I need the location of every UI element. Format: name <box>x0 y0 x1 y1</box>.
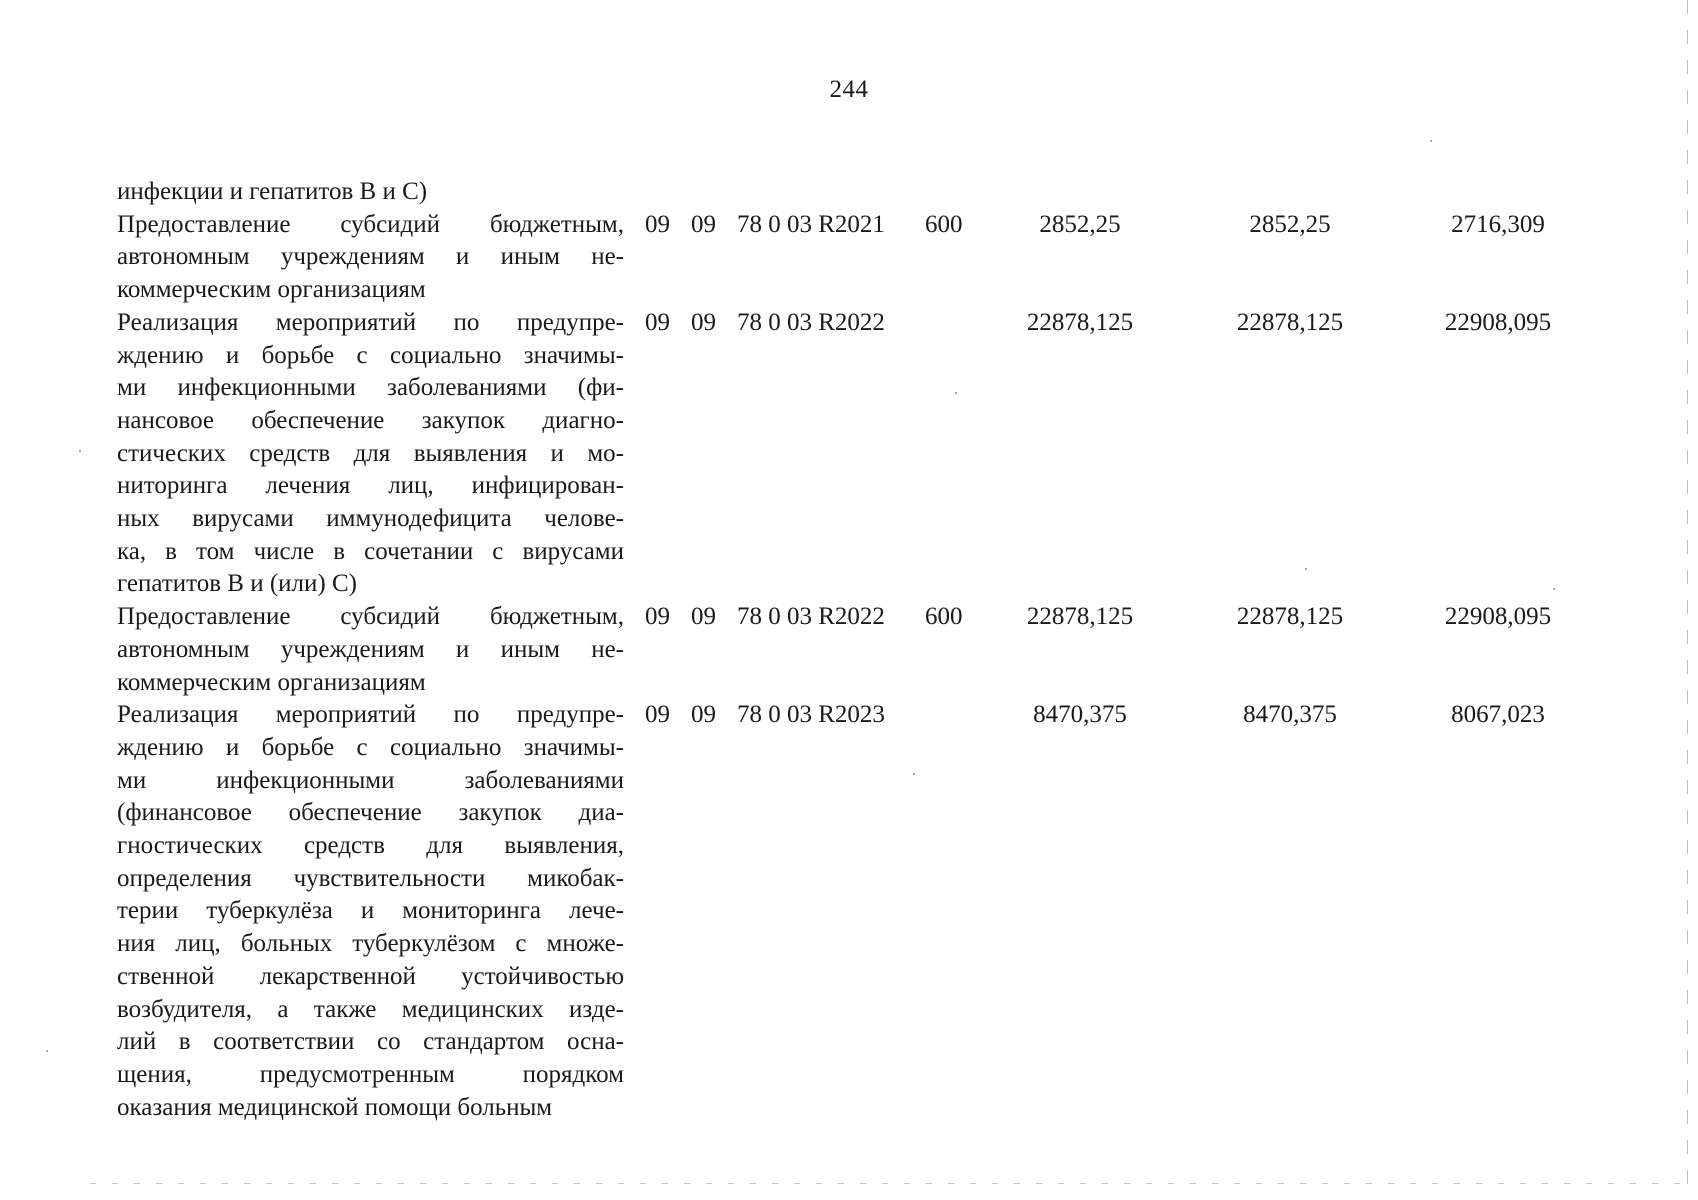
subsection-code: 09 <box>691 308 716 336</box>
scan-speck <box>1553 588 1555 590</box>
row-description-line: ждению и борьбе с социально значимы- <box>117 733 624 761</box>
scan-bottom-line <box>90 1183 1680 1184</box>
amount-year-2: 22878,125 <box>1236 603 1344 631</box>
subsection-code: 09 <box>691 210 716 238</box>
amount-year-3: 8067,023 <box>1451 701 1545 729</box>
section-code: 09 <box>645 210 670 238</box>
amount-year-3: 2716,309 <box>1451 210 1545 238</box>
row-description-line: Предоставление субсидий бюджетным, <box>117 210 624 238</box>
amount-year-1: 8470,375 <box>1033 701 1127 729</box>
subsection-code: 09 <box>691 701 716 729</box>
row-description-line: гностических средств для выявления, <box>117 832 624 859</box>
amount-year-1: 22878,125 <box>1026 603 1134 631</box>
row-description-line: коммерческим организациям <box>117 668 426 696</box>
scan-speck <box>913 773 915 775</box>
row-description-line: определения чувствительности микобак- <box>117 864 624 892</box>
row-description-line: Реализация мероприятий по предупре- <box>117 701 624 729</box>
row-description-line: коммерческим организациям <box>117 276 426 304</box>
amount-year-2: 8470,375 <box>1243 701 1337 729</box>
row-description-line: ниторинга лечения лиц, инфицирован- <box>117 472 624 500</box>
row-description-line: возбудителя, а также медицинских изде- <box>117 995 624 1023</box>
row-description-line: Предоставление субсидий бюджетным, <box>117 603 624 631</box>
row-description-line: терии туберкулёза и мониторинга лече- <box>117 897 624 925</box>
section-code: 09 <box>645 701 670 729</box>
row-description-line: инфекции и гепатитов В и С) <box>117 178 428 205</box>
amount-year-1: 22878,125 <box>1026 308 1134 336</box>
target-article-code: 78 0 03 R2022 <box>737 308 885 336</box>
row-description-line: стических средств для выявления и мо- <box>117 439 624 467</box>
amount-year-1: 2852,25 <box>1039 210 1121 238</box>
row-description-line: щения, предусмотренным порядком <box>117 1060 624 1088</box>
subsection-code: 09 <box>691 603 716 631</box>
row-description-line: автономным учреждениям и иным не- <box>117 635 624 663</box>
scan-speck <box>955 392 957 394</box>
row-description-line: гепатитов В и (или) С) <box>117 570 357 598</box>
row-description-line: автономным учреждениям и иным не- <box>117 243 624 271</box>
scan-speck <box>1305 568 1307 570</box>
row-description-line: ждению и борьбе с социально значимы- <box>117 341 624 369</box>
expense-type-code: 600 <box>925 603 963 631</box>
row-description-line: нансовое обеспечение закупок диагно- <box>117 406 624 434</box>
section-code: 09 <box>645 308 670 336</box>
row-description-line: ка, в том числе в сочетании с вирусами <box>117 537 624 565</box>
row-description-line: оказания медицинской помощи больным <box>117 1093 553 1121</box>
row-description-line: лий в соответствии со стандартом осна- <box>117 1028 624 1056</box>
amount-year-3: 22908,095 <box>1444 308 1552 336</box>
row-description-line: ния лиц, больных туберкулёзом с множе- <box>117 930 624 958</box>
row-description-line: ственной лекарственной устойчивостью <box>117 962 624 990</box>
target-article-code: 78 0 03 R2022 <box>737 603 885 631</box>
amount-year-3: 22908,095 <box>1444 603 1552 631</box>
row-description-line: (финансовое обеспечение закупок диа- <box>117 799 624 827</box>
row-description-line: ми инфекционными заболеваниями <box>117 766 624 794</box>
row-description-line: ных вирусами иммунодефицита челове- <box>117 505 624 532</box>
amount-year-2: 2852,25 <box>1249 210 1331 238</box>
row-description-line: Реализация мероприятий по предупре- <box>117 308 624 336</box>
target-article-code: 78 0 03 R2021 <box>737 210 885 238</box>
amount-year-2: 22878,125 <box>1236 308 1344 336</box>
expense-type-code: 600 <box>925 210 963 238</box>
page-number: 244 <box>829 76 869 103</box>
scan-speck <box>1430 140 1432 142</box>
row-description-line: ми инфекционными заболеваниями (фи- <box>117 374 624 402</box>
section-code: 09 <box>645 603 670 631</box>
scan-speck <box>79 450 81 452</box>
target-article-code: 78 0 03 R2023 <box>737 701 885 729</box>
scan-edge-line <box>1687 0 1688 1190</box>
scan-speck <box>46 1050 48 1052</box>
